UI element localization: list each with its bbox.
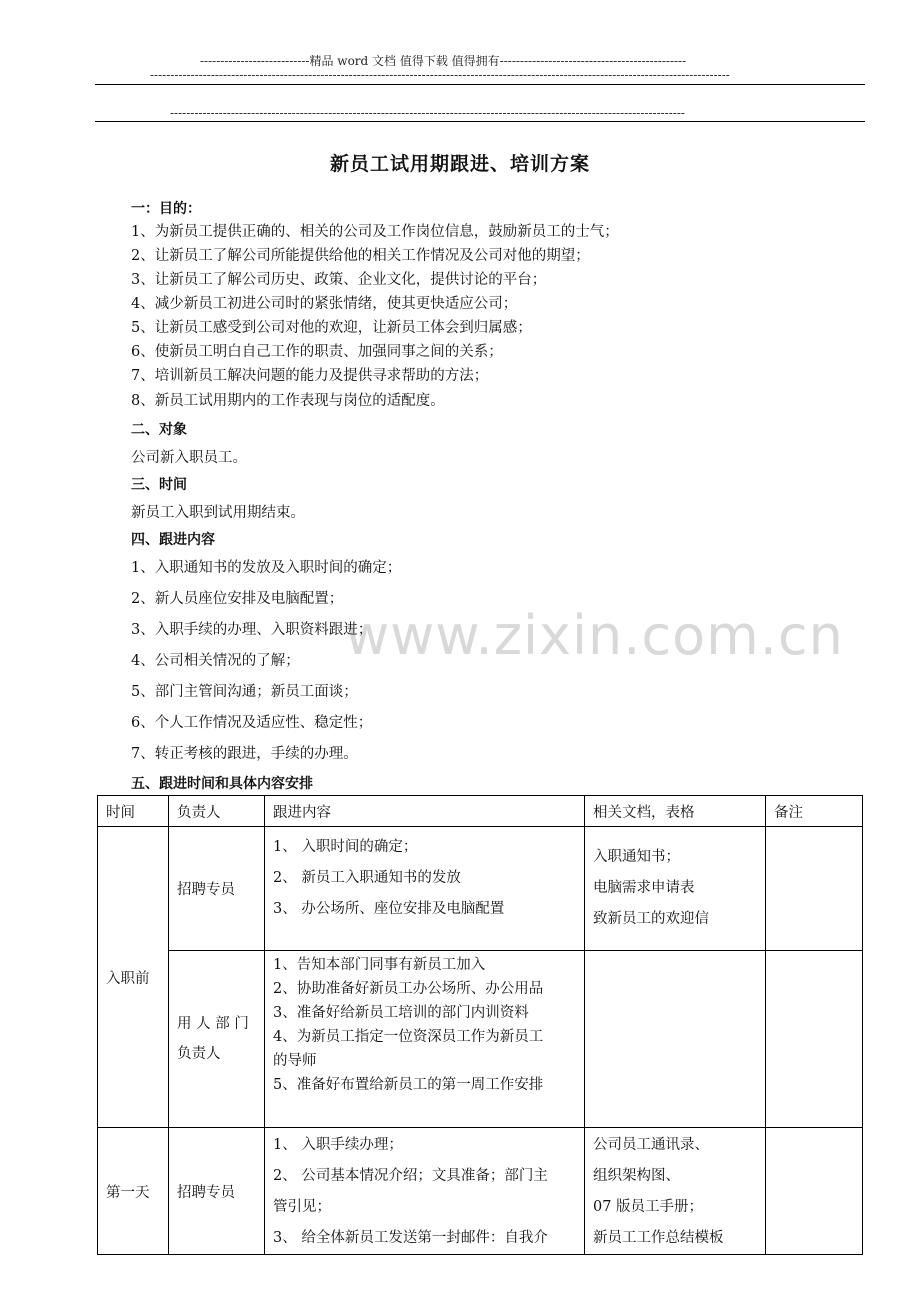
note-cell xyxy=(766,827,863,951)
content-line: 3、 给全体新员工发送第一封邮件：自我介 xyxy=(273,1230,548,1246)
header-content: 跟进内容 xyxy=(265,796,585,827)
content-item: 5、部门主管间沟通；新员工面谈； xyxy=(131,684,358,700)
goal-item: 1、为新员工提供正确的、相关的公司及工作岗位信息，鼓励新员工的士气； xyxy=(131,224,619,240)
goal-item: 3、让新员工了解公司历史、政策、企业文化，提供讨论的平台； xyxy=(131,272,547,288)
doc-line: 致新员工的欢迎信 xyxy=(593,911,709,927)
schedule-table xyxy=(97,795,863,1255)
content-item: 7、转正考核的跟进，手续的办理。 xyxy=(131,746,358,762)
content-item: 6、个人工作情况及适应性、稳定性； xyxy=(131,715,373,731)
docs-cell xyxy=(585,951,766,1128)
section-time-heading: 三、时间 xyxy=(131,477,187,493)
header-note: 备注 xyxy=(766,796,863,827)
table-row xyxy=(98,1128,863,1255)
header-rule-1 xyxy=(95,84,865,85)
content-line: 3、 办公场所、座位安排及电脑配置 xyxy=(273,901,505,917)
section-goal-heading: 一：目的： xyxy=(131,201,201,217)
header-time: 时间 xyxy=(98,796,169,827)
header-rule-2 xyxy=(95,121,865,122)
docs-cell xyxy=(585,827,766,951)
content-line: 2、 公司基本情况介绍；文具准备；部门主 xyxy=(273,1168,548,1184)
header-line-1: ---------------------------精品 word 文档 值得下载 值得拥有---------------------------------------------- xyxy=(200,54,687,68)
note-cell xyxy=(766,1128,863,1255)
time-cell: 入职前 xyxy=(98,827,169,1128)
note-cell xyxy=(766,951,863,1128)
header-owner: 负责人 xyxy=(169,796,265,827)
doc-line: 新员工工作总结模板 xyxy=(593,1230,724,1246)
content-line: 1、 入职时间的确定； xyxy=(273,839,418,855)
goal-item: 5、让新员工感受到公司对他的欢迎，让新员工体会到归属感； xyxy=(131,320,532,336)
content-line: 的导师 xyxy=(273,1053,317,1069)
content-line: 2、 新员工入职通知书的发放 xyxy=(273,870,461,886)
section-time-text: 新员工入职到试用期结束。 xyxy=(131,505,305,521)
header-docs: 相关文档，表格 xyxy=(585,796,766,827)
section-target-text: 公司新入职员工。 xyxy=(131,450,247,466)
table-row xyxy=(98,951,863,1128)
time-cell: 第一天 xyxy=(98,1128,169,1255)
content-line: 4、为新员工指定一位资深员工作为新员工 xyxy=(273,1029,544,1045)
section-content-heading: 四、跟进内容 xyxy=(131,532,215,548)
content-line: 3、准备好给新员工培训的部门内训资料 xyxy=(273,1005,529,1021)
content-cell xyxy=(265,827,585,951)
doc-line: 电脑需求申请表 xyxy=(593,880,695,896)
watermark: www.zixin.com.cn xyxy=(345,604,844,667)
header-line-3: ------------------------------------------------------------------------------------------------------------------------------- xyxy=(170,106,685,120)
content-line: 1、告知本部门同事有新员工加入 xyxy=(273,957,486,973)
section-schedule-heading: 五、跟进时间和具体内容安排 xyxy=(131,776,313,792)
doc-line: 入职通知书； xyxy=(593,849,680,865)
goal-item: 6、使新员工明白自己工作的职责、加强同事之间的关系； xyxy=(131,344,503,360)
doc-line: 07 版员工手册； xyxy=(593,1199,704,1215)
goal-item: 4、减少新员工初进公司时的紧张情绪，使其更快适应公司； xyxy=(131,296,518,312)
content-cell xyxy=(265,1128,585,1255)
goal-item: 7、培训新员工解决问题的能力及提供寻求帮助的方法； xyxy=(131,368,489,384)
owner-cell: 用 人 部 门 负责人 xyxy=(169,951,265,1128)
doc-line: 组织架构图、 xyxy=(593,1168,680,1184)
goal-item: 8、新员工试用期内的工作表现与岗位的适配度。 xyxy=(131,393,445,409)
content-item: 1、入职通知书的发放及入职时间的确定； xyxy=(131,560,402,576)
goal-item: 2、让新员工了解公司所能提供给他的相关工作情况及公司对他的期望； xyxy=(131,248,590,264)
table-row xyxy=(98,827,863,951)
content-item: 2、新人员座位安排及电脑配置； xyxy=(131,591,344,607)
content-item: 3、入职手续的办理、入职资料跟进； xyxy=(131,622,373,638)
content-line: 2、协助准备好新员工办公场所、办公用品 xyxy=(273,981,544,997)
content-line: 管引见； xyxy=(273,1199,331,1215)
doc-line: 公司员工通讯录、 xyxy=(593,1137,709,1153)
owner-cell: 招聘专员 xyxy=(169,1128,265,1255)
docs-cell xyxy=(585,1128,766,1255)
section-target-heading: 二、对象 xyxy=(131,422,187,438)
owner-cell: 招聘专员 xyxy=(169,827,265,951)
content-line: 5、准备好布置给新员工的第一周工作安排 xyxy=(273,1077,544,1093)
document-title: 新员工试用期跟进、培训方案 xyxy=(329,153,590,175)
content-line: 1、 入职手续办理； xyxy=(273,1137,403,1153)
content-item: 4、公司相关情况的了解； xyxy=(131,653,300,669)
table-header-row xyxy=(98,796,863,827)
content-cell xyxy=(265,951,585,1128)
header-line-2: ----------------------------------------------------------------------------------------------------------------------------------------------- xyxy=(150,68,730,82)
